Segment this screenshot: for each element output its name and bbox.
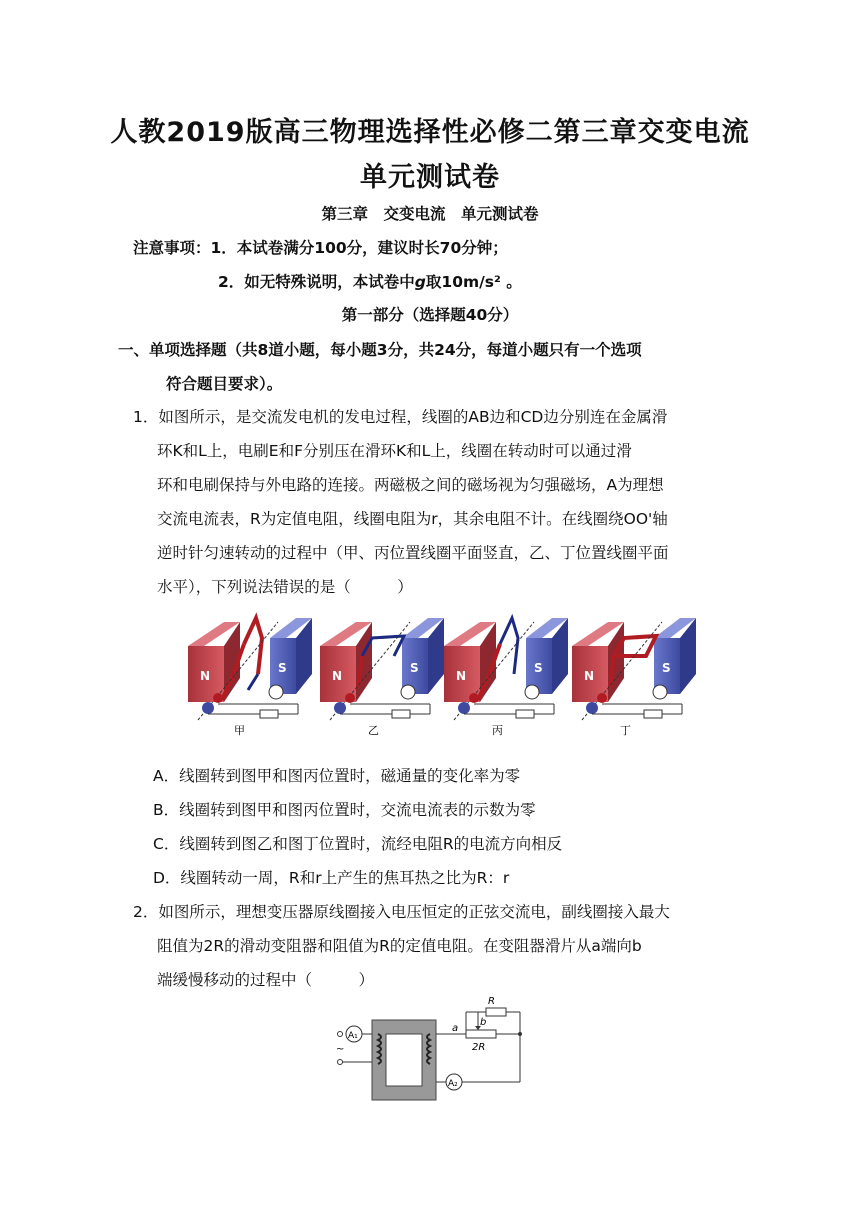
notice-item2 [218, 270, 522, 292]
svg-text:N: N [200, 669, 211, 683]
svg-text:S: S [278, 661, 287, 675]
q1-line4: 交流电流表，R为定值电阻，线圈电阻为r，其余电阻不计。在线圈绕OO'轴 [157, 510, 668, 528]
notice-text2-pre: 2．如无特殊说明，本试卷中 [218, 273, 415, 291]
label-r-top: R [488, 996, 495, 1007]
svg-text:S: S [410, 661, 419, 675]
q1-generator-figure [180, 608, 700, 743]
svg-text:N: N [332, 669, 343, 683]
svg-text:S: S [534, 661, 543, 675]
label-2r: 2R [472, 1042, 486, 1053]
q1-line3: 环和电刷保持与外电路的连接。两磁极之间的磁场视为匀强磁场，A为理想 [157, 476, 664, 494]
terminal-bottom [338, 1060, 343, 1065]
q2-transformer-circuit [328, 994, 528, 1104]
terminal-top [338, 1032, 343, 1037]
document-title-line2: 单元测试卷 [360, 162, 500, 193]
q2-line3: 端缓慢移动的过程中（ ） [157, 971, 375, 989]
document-title-line1: 人教2019版高三物理选择性必修二第三章交变电流 [110, 117, 750, 148]
section1-line1: 一、单项选择题（共8道小题，每小题3分，共24分，每道小题只有一个选项 [118, 341, 642, 359]
section1-line2: 符合题目要求）。 [166, 375, 283, 393]
figure-panel-yi [320, 618, 444, 720]
q2-line2: 阻值为2R的滑动变阻器和阻值为R的定值电阻。在变阻器滑片从a端向b [157, 937, 642, 955]
notice-text2-post: 取10m/s² 。 [425, 273, 522, 291]
svg-text:S: S [662, 661, 671, 675]
figure-panel-ding [572, 618, 696, 720]
figure-panel-bing [444, 618, 568, 720]
q2-line1: 2．如图所示，理想变压器原线圈接入电压恒定的正弦交流电，副线圈接入最大 [133, 903, 670, 921]
figure-label-bing: 丙 [492, 724, 503, 737]
q1-line1: 1．如图所示，是交流发电机的发电过程，线圈的AB边和CD边分别连在金属滑 [133, 408, 668, 426]
q1-line6: 水平），下列说法错误的是（ ） [157, 578, 413, 596]
notice-text1: 1．本试卷满分100分，建议时长70分钟； [210, 239, 508, 257]
ac-source-symbol: ~ [336, 1044, 345, 1055]
q1-option-c: C．线圈转到图乙和图丁位置时，流经电阻R的电流方向相反 [153, 835, 563, 853]
figure-label-yi: 乙 [368, 724, 379, 737]
figure-panel-jia [188, 618, 312, 720]
q1-option-d: D．线圈转动一周，R和r上产生的焦耳热之比为R：r [153, 869, 510, 887]
q1-line5: 逆时针匀速转动的过程中（甲、丙位置线圈平面竖直，乙、丁位置线圈平面 [157, 544, 669, 562]
label-a: a [452, 1023, 459, 1034]
notice-item1 [133, 236, 508, 258]
figure-label-ding: 丁 [620, 724, 631, 737]
ammeter-a2-label: A₂ [448, 1079, 458, 1089]
label-b: b [480, 1017, 487, 1028]
subtitle: 第三章 交变电流 单元测试卷 [321, 205, 539, 223]
notice-var-g: g [414, 273, 426, 291]
part1-heading: 第一部分（选择题40分） [341, 306, 519, 324]
ammeter-a1-label: A₁ [348, 1031, 358, 1041]
q1-option-b: B．线圈转到图甲和图丙位置时，交流电流表的示数为零 [153, 801, 536, 819]
q1-option-a: A．线圈转到图甲和图丙位置时，磁通量的变化率为零 [153, 767, 521, 785]
q1-line2: 环K和L上，电刷E和F分别压在滑环K和L上，线圈在转动时可以通过滑 [157, 442, 632, 460]
figure-label-jia: 甲 [234, 724, 245, 737]
svg-text:N: N [456, 669, 467, 683]
fixed-resistor-r [486, 1008, 506, 1016]
notice-label: 注意事项： [133, 239, 211, 257]
svg-text:N: N [584, 669, 595, 683]
sliding-rheostat [466, 1030, 496, 1038]
